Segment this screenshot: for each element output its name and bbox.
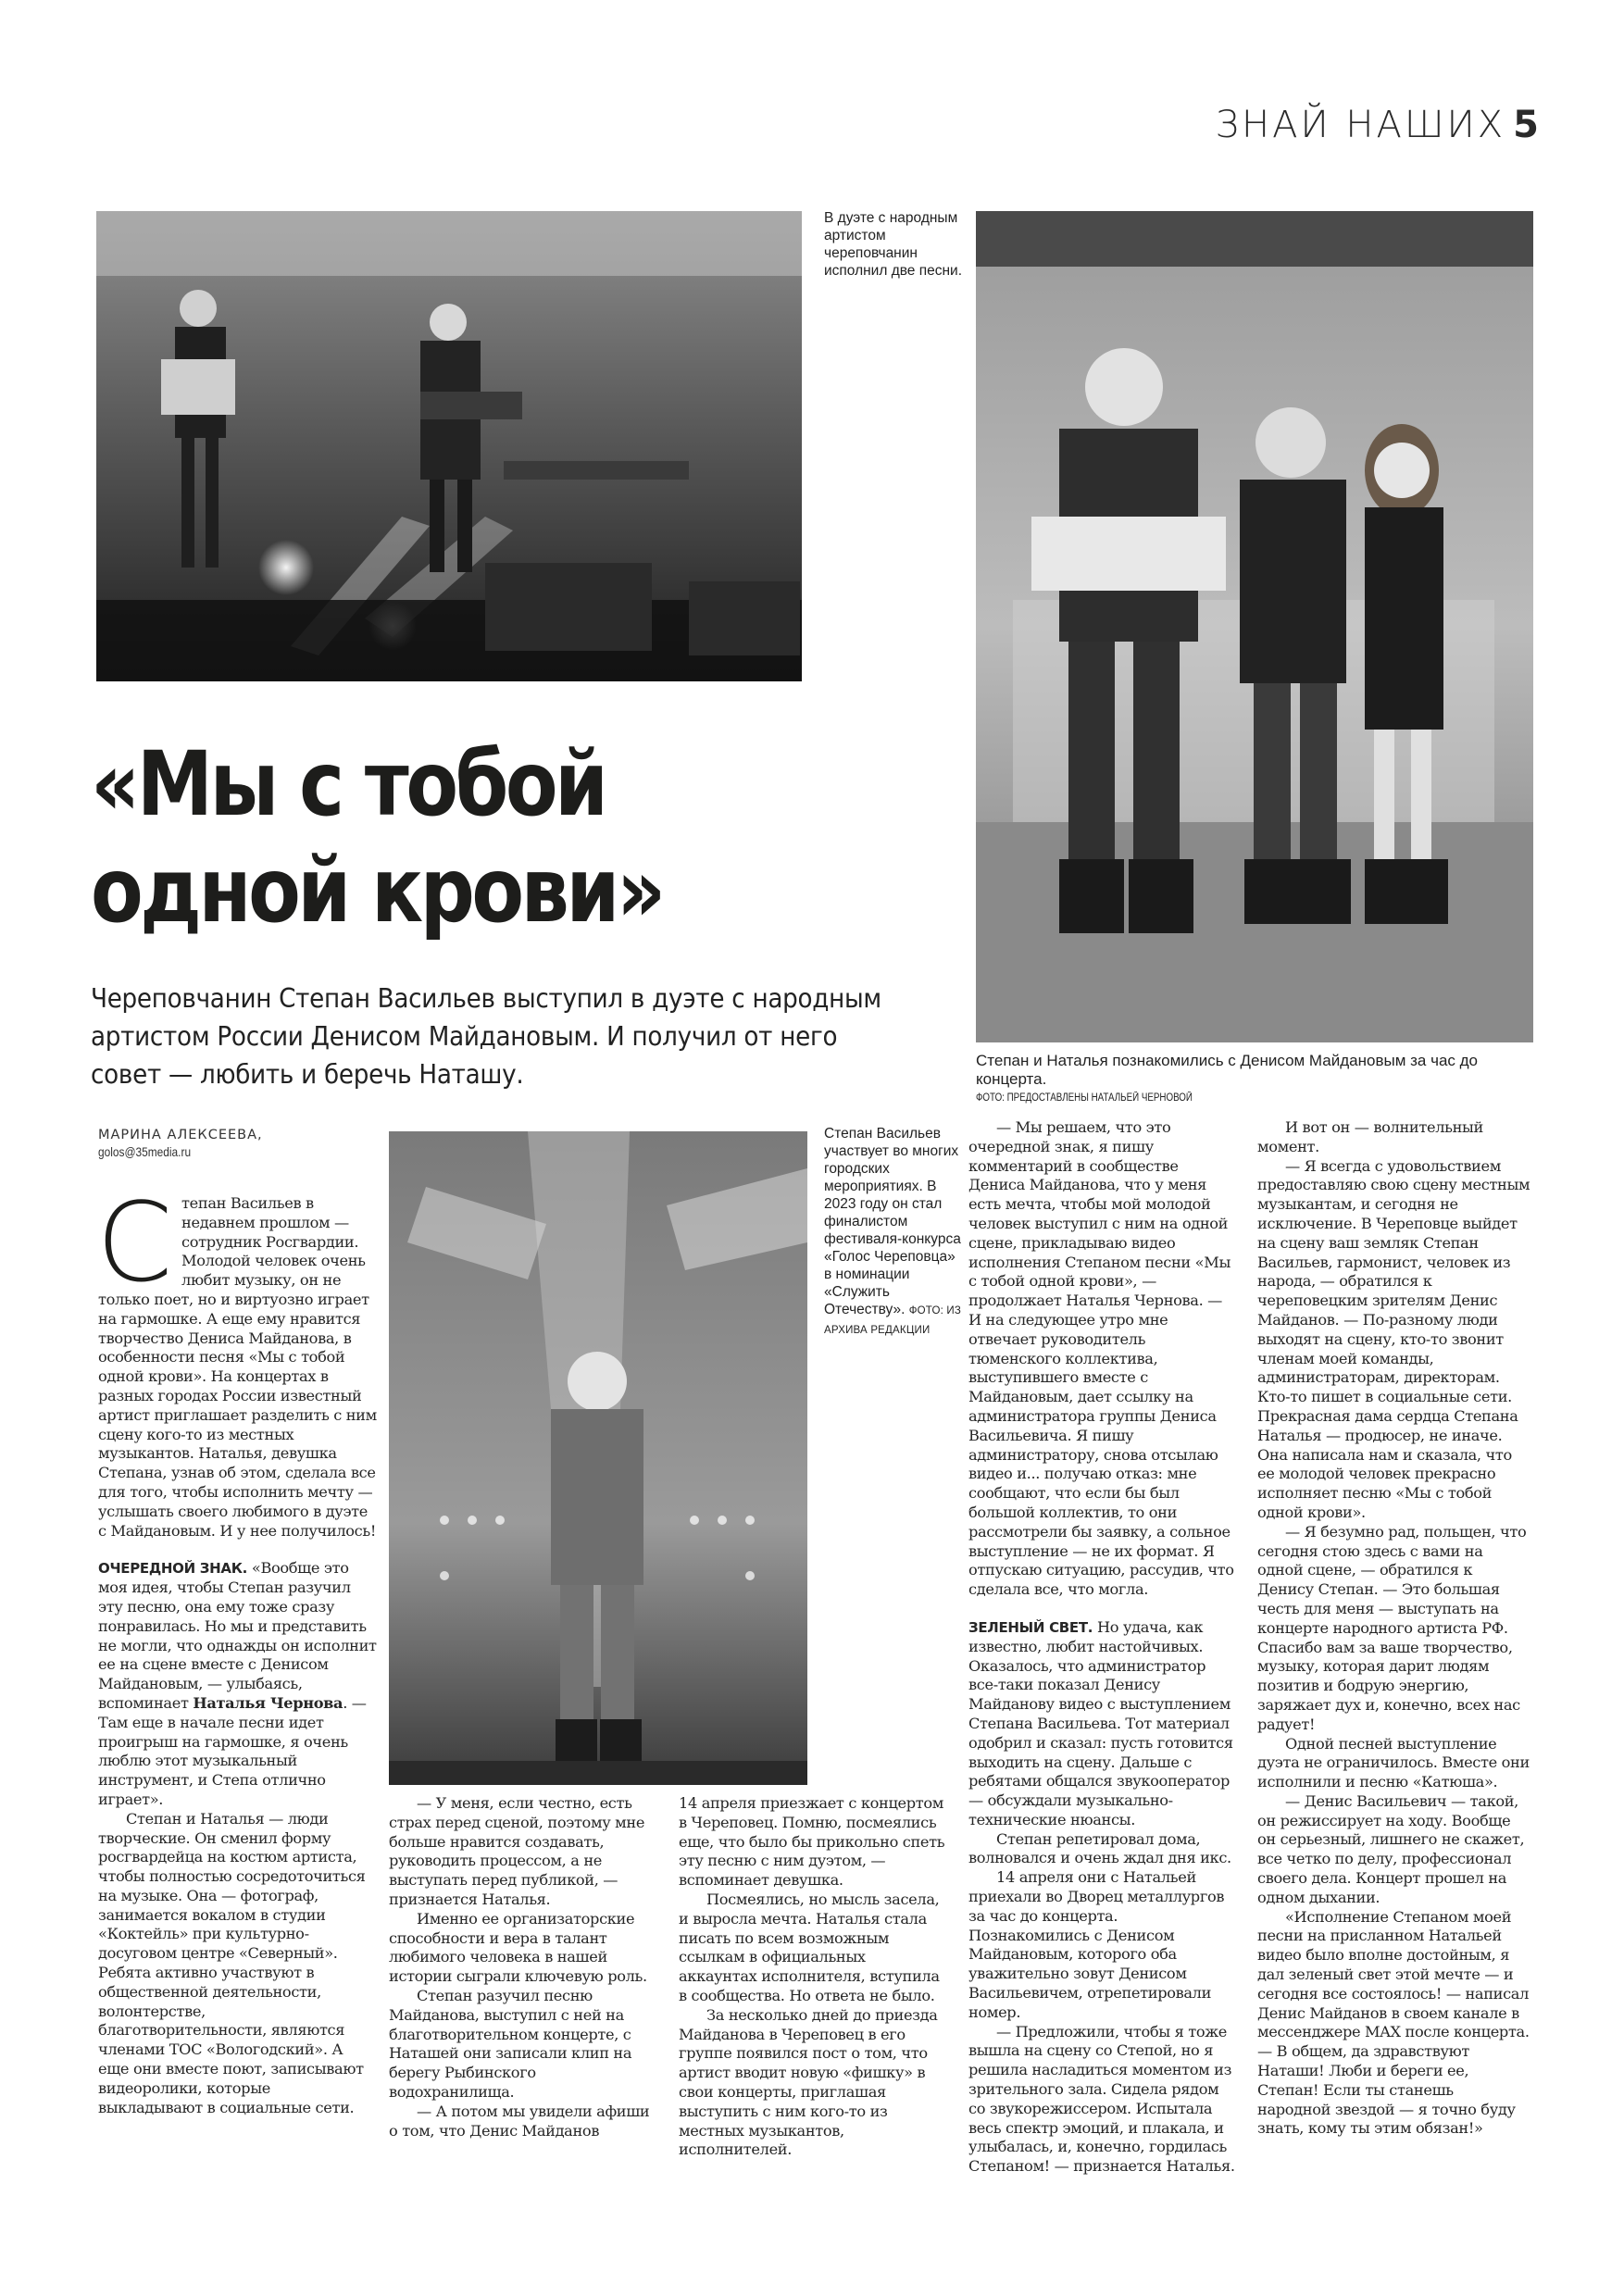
paragraph: 14 апреля они с Натальей приехали во Дворец металлургов за час до концерта. Познакомились с Денисом Майдановым, которого оба уважительно зовут Денисом Васильевичем, отрепетировали номер. [968, 1868, 1225, 2021]
stage-photo-image [96, 211, 802, 681]
soldier-caption-block [824, 1125, 963, 1340]
paragraph: Одной песней выступление дуэта не ограничилось. Вместе они исполнили и песню «Катюша». [1257, 1734, 1530, 1791]
paragraph: — Я всегда с удовольствием предоставляю свою сцену местным музыкантам, и сегодня не исключение. В Череповце выйдет на сцену ваш земляк Степан Васильев, гармонист, человек из народа, — обратился к череповецким зрителям Денис Майданов. — По-разному люди выходят на сцену, кто-то звонит членам моей команды, администраторам, директорам. Кто-то пишет в социальные сети. Прекрасная дама сердца Степана Наталья — продюсер, не иначе. Она написала нам и сказала, что ее молодой человек прекрасно исполняет песню «Мы с тобой одной крови». [1257, 1156, 1530, 1521]
paragraph: Степан разучил песню Майданова, выступил с ней на благотворительном концерте, с Наташей они записали клип на берегу Рыбинского водохранилища. [389, 1986, 632, 2101]
soldier-photo-image [389, 1131, 807, 1785]
paragraph: 14 апреля приезжает с концертом в Череповец. Помню, посмеялись еще, что было бы прикольно спеть эту песню с ним дуэтом, — вспоминает девушка. [679, 1794, 945, 1890]
author-email[interactable]: golos@35media.ru [98, 1144, 192, 1159]
byline [98, 1128, 263, 1159]
article-column-2 [389, 1794, 657, 2140]
trio-caption: Степан и Наталья познакомились с Денисом Майдановым за час до концерта. [976, 1052, 1478, 1088]
paragraph: . — Там еще в начале песни идет проигрыш на гармошке, я очень люблю этот музыкальный инструмент, и Степа отлично играет». [98, 1693, 367, 1808]
paragraph: Посмеялись, но мысль засела, и выросла мечта. Наталья стала писать по всем возможным ссылкам в официальных аккаунтах исполнителя, вступила в сообщества. Но ответа не было. [679, 1890, 940, 2004]
paragraph: И вот он — волнительный момент. [1257, 1118, 1483, 1155]
trio-photo-image [976, 211, 1533, 1042]
paragraph: — Мы решаем, что это очередной знак, я пишу комментарий в сообществе Дениса Майданова, что у меня есть мечта, чтобы мой молодой человек выступил с ним на одной сцене, прикладываю видео исполнения Степаном песни «Мы с тобой одной крови», — продолжает Наталья Чернова. — И на следующее утро мне отвечает руководитель тюменского коллектива, выступившего вместе с Майдановым, дает ссылку на администратора группы Дениса Васильевича. Я пишу администратору, снова отсылаю видео и... получаю отказ: мне сообщают, что если бы был большой коллектив, то они рассмотрели бы заявку, а сольное выступление — не их формат. Я отпускаю ситуацию, рассудив, что сделала все, что могла. [968, 1118, 1234, 1599]
article-column-1 [96, 1179, 378, 2117]
paragraph: Но удача, как известно, любит настойчивых. Оказалось, что администратор все-таки показал Денису Майданову видео с выступлением Степана Васильева. Тот материал одобрил и сказал: пусть готовится выходить на сцену. Дальше с ребятами общался звукооператор — обсуждали музыкально-технические нюансы. [968, 1617, 1233, 1828]
soldier-caption: Степан Васильев участвует во многих городских мероприятиях. В 2023 году он стал финалистом фестиваля-конкурса «Голос Череповца» в номинации «Служить Отечеству». [824, 1126, 961, 1317]
paragraph: — Предложили, чтобы я тоже вышла на сцену со Степой, но я решила насладиться моментом из зрительного зала. Сидела рядом со звукорежиссером. Испытала весь спектр эмоций, и плакала, и улыбалась, и, конечно, гордилась Степаном! — признается Наталья. [968, 2022, 1235, 2176]
trio-caption-block [976, 1052, 1550, 1104]
paragraph: Степан и Наталья — люди творческие. Он сменил форму росгвардейца на костюм артиста, чтобы полностью сосредоточиться на музыке. Она — фотограф, занимается вокалом в студии «Коктейль» при культурно-досуговом центре «Северный». Ребята активно участвуют в общественной деятельности, волонтерстве, благотворительности, являются членами ТОС «Вологодский». А еще они вместе поют, записывают видеоролики, которые выкладывают в социальные сети. [98, 1809, 366, 2116]
paragraph: Именно ее организаторские способности и вера в талант любимого человека в нашей истории сыграли ключевую роль. [389, 1909, 647, 1986]
article-column-4 [968, 1118, 1237, 2177]
subheading-ocherednoy-znak: ОЧЕРЕДНОЙ ЗНАК. [98, 1560, 248, 1578]
subheading-zeleny-svet: ЗЕЛЕНЫЙ СВЕТ. [968, 1618, 1093, 1636]
paragraph: «Вообще это моя идея, чтобы Степан разучил эту песню, она ему тоже сразу понравилась. Но мы и представить не могли, что однажды он исполнит ее на сцене вместе с Денисом Майдановым, — улыбаясь, вспоминает [98, 1559, 377, 1712]
paragraph: Степан репетировал дома, волновался и очень ждал дня икс. [968, 1829, 1231, 1867]
section-header [1216, 104, 1539, 146]
article-column-5 [1257, 1118, 1530, 2139]
paragraph: — У меня, если честно, есть страх перед сценой, поэтому мне больше нравится создавать, руководить процессом, а не выступать перед публикой, — признается Наталья. [389, 1794, 645, 1908]
paragraph: За несколько дней до приезда Майданова в Череповец в его группе появился пост о том, что артист вводит новую «фишку» в свои концерты, приглашая выступить с ним кого-то из местных музыкантов, исполнителей. [679, 2005, 938, 2159]
author-name: МАРИНА АЛЕКСЕЕВА, [98, 1128, 263, 1142]
paragraph: «Исполнение Степаном моей песни на присланном Натальей видео было вполне достойным, я дал зеленый свет этой мечте — и сегодня все состоялось! — написал Денис Майданов в своем канале в мессенджере MAX после концерта. — В общем, да здравствуют Наташи! Люби и береги ее, Степан! Если ты станешь народной звездой — я точно буду знать, кому ты этим обязан!» [1257, 1907, 1530, 2138]
article-lead: Череповчанин Степан Васильев выступил в дуэте с народным артистом России Денисом Майдановым. И получил от него совет — любить и беречь Наташу. [91, 983, 881, 1090]
side-caption: В дуэте с народным артистом череповчанин исполнил две песни. [824, 210, 963, 279]
paragraph: — Я безумно рад, польщен, что сегодня стою здесь с вами на одной сцене, — обратился к Денису Степан. — Это большая честь для меня — выступать на концерте народного артиста РФ. Спасибо вам за ваше творчество, музыку, которая дарит людям позитив и бодрую энергию, заряжает дух и, конечно, всех нас радует! [1257, 1522, 1527, 1733]
photo-trio [976, 211, 1533, 1042]
article-headline [91, 731, 743, 944]
paragraph: — Денис Васильевич — такой, он режиссирует на ходу. Вообще он серьезный, лишнего не скажет, все четко по делу, профессионал своего дела. Концерт прошел на одном дыхании. [1257, 1791, 1525, 1906]
paragraph: — А потом мы увидели афиши о том, что Денис Майданов [389, 2102, 650, 2140]
page-number: 5 [1513, 104, 1539, 146]
headline-line-1: «Мы с тобой [91, 732, 606, 836]
quoted-person-name: Наталья Чернова [193, 1693, 344, 1712]
soldier-photo-credit: ФОТО: ИЗ АРХИВА РЕДАКЦИИ [824, 1305, 962, 1336]
photo-stage-concert [96, 211, 802, 681]
paragraph: тепан Васильев в недавнем прошлом — сотрудник Росгвардии. Молодой человек очень любит музыку, он не только поет, но и виртуозно играет на гармошке. А еще ему нравится творчество Дениса Майданова, в особенности песня «Мы с тобой одной крови». На концертах в разных городах России известный артист приглашает разделить с ним сцену кого-то из местных музыкантов. Наталья, девушка Степана, узнав об этом, сделала все для того, чтобы исполнить мечту — услышать своего любимого в дуэте с Майдановым. И у нее получилось! [98, 1194, 377, 1540]
photo-soldier-singer [389, 1131, 807, 1785]
article-column-3 [679, 1794, 947, 2160]
dropcap: С [96, 1179, 173, 1306]
section-title: ЗНАЙ НАШИХ [1215, 104, 1506, 146]
trio-photo-credit: ФОТО: ПРЕДОСТАВЛЕНЫ НАТАЛЬЕЙ ЧЕРНОВОЙ [976, 1092, 1193, 1104]
headline-line-2: одной крови» [91, 839, 663, 942]
